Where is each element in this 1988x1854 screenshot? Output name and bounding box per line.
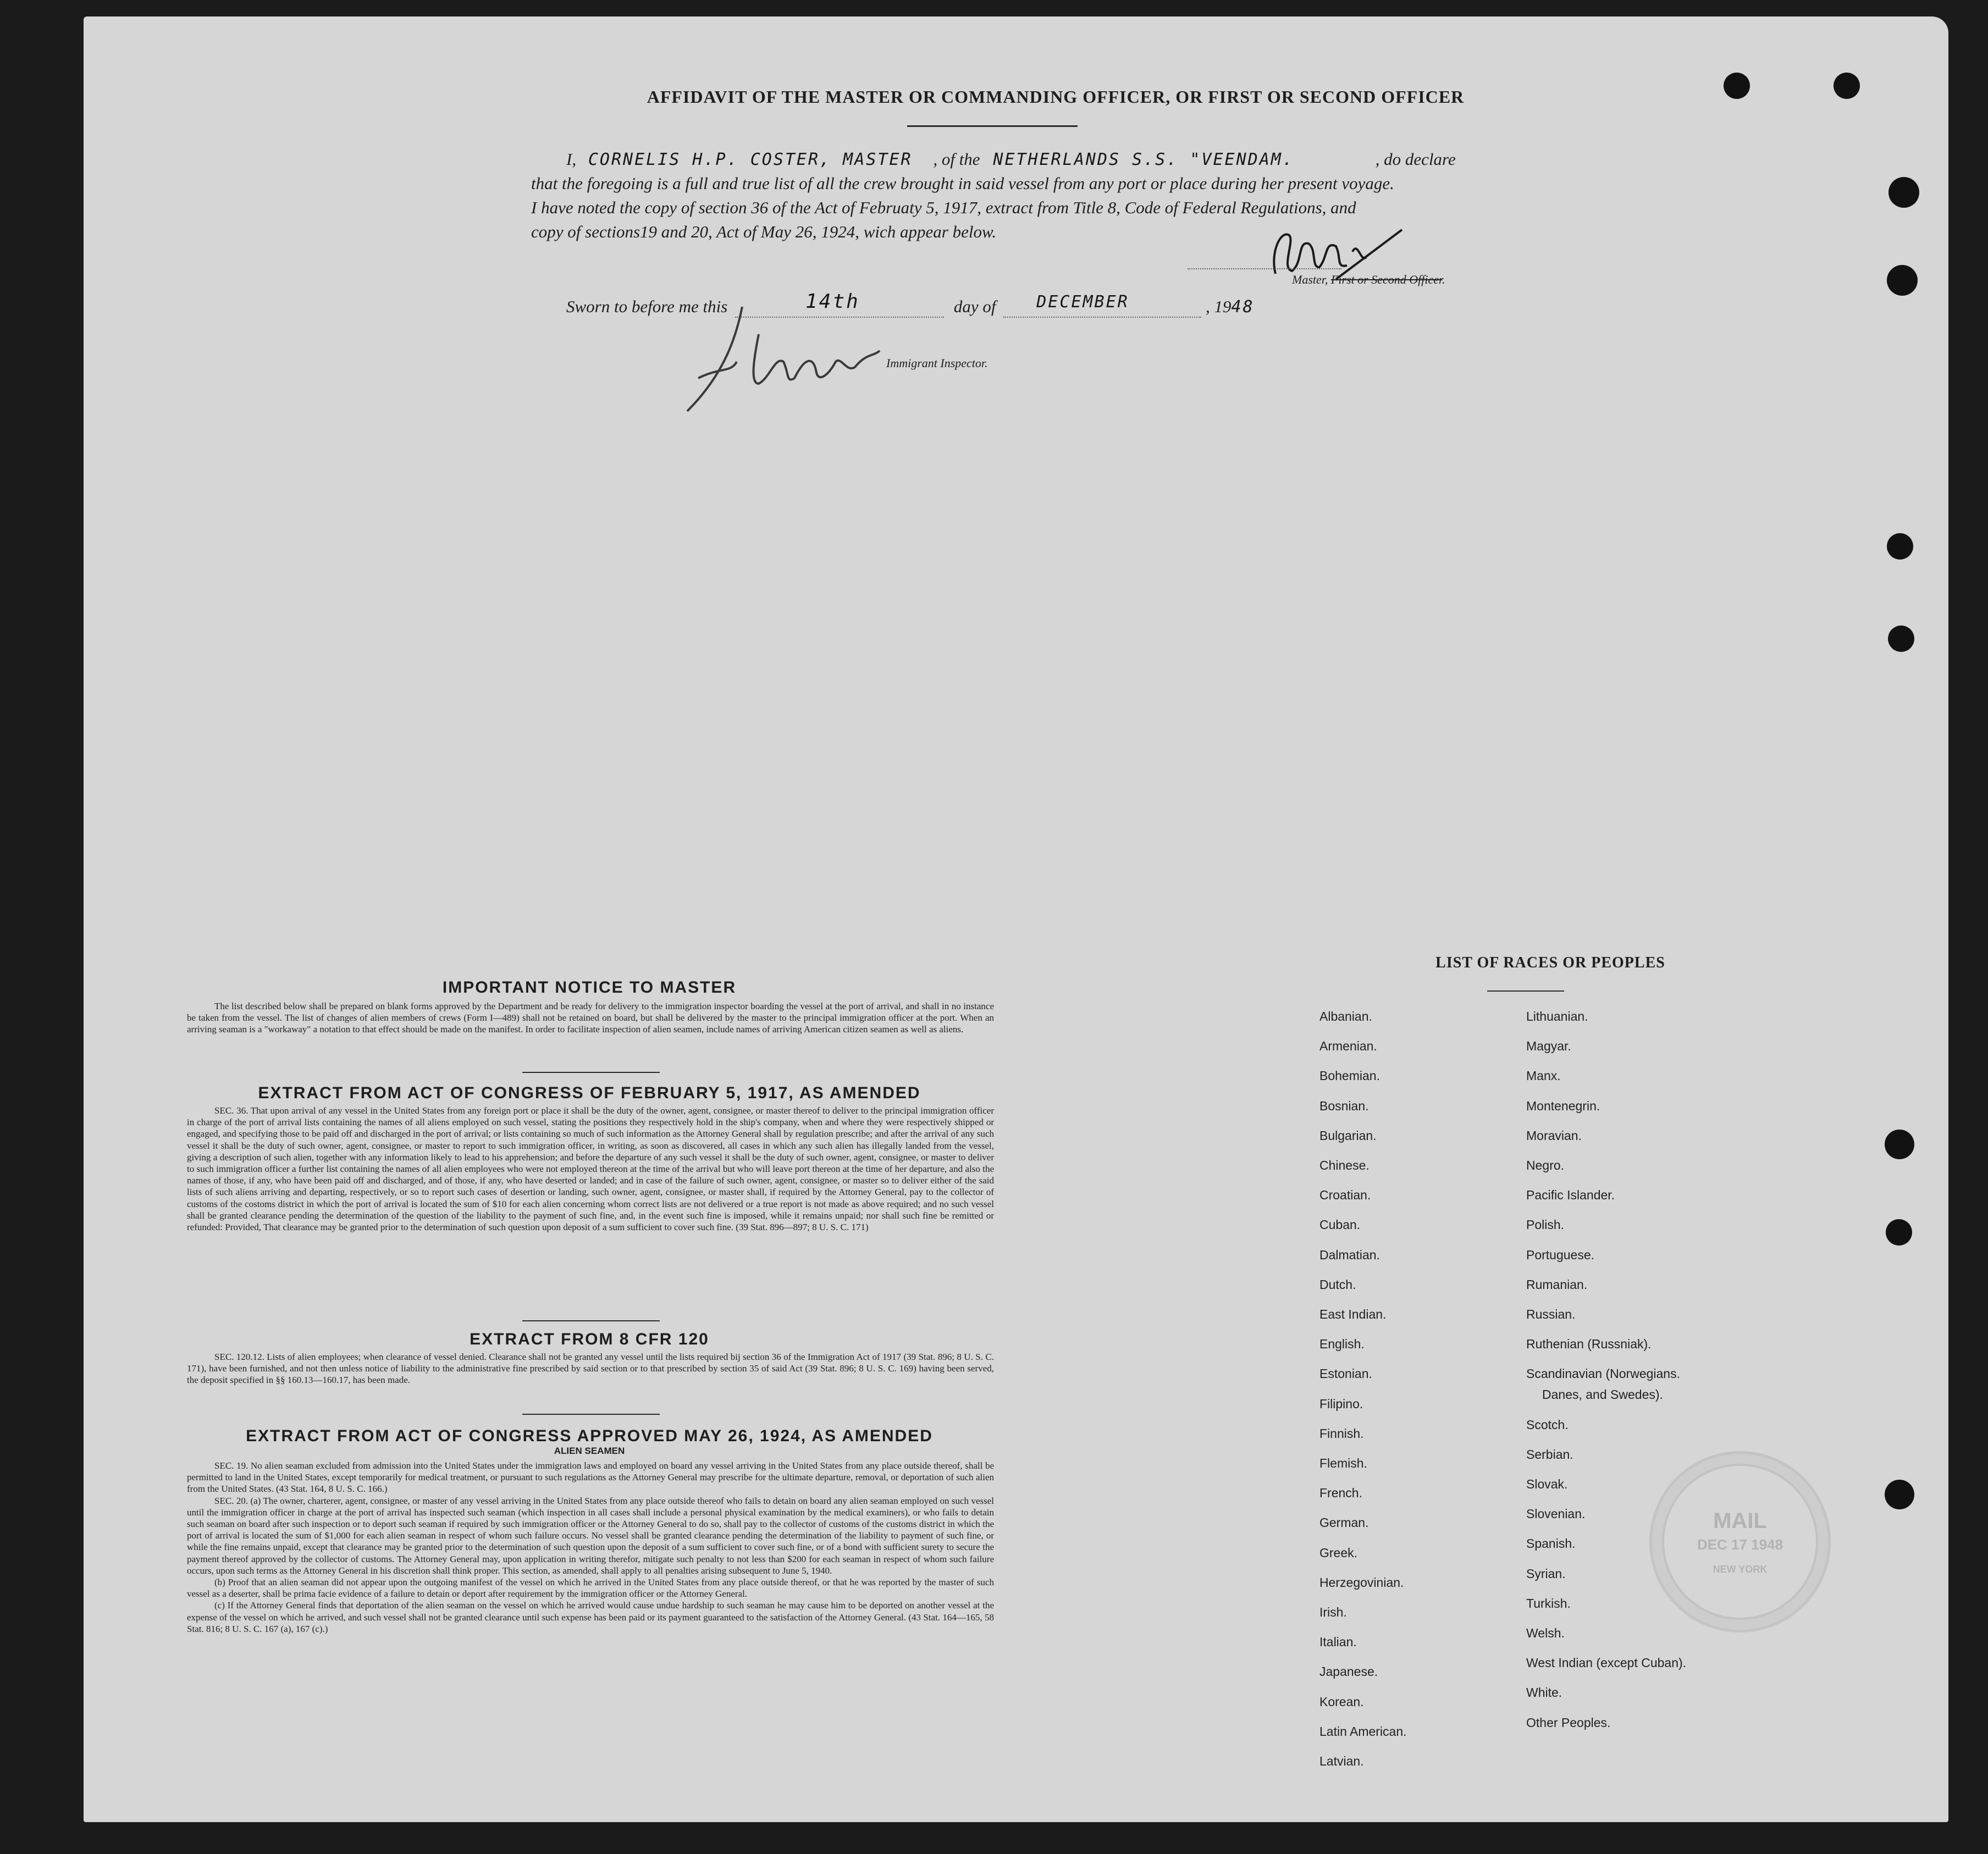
- race-item: Chinese.: [1319, 1158, 1369, 1172]
- race-item: Manx.: [1526, 1069, 1561, 1083]
- punch-hole: [1887, 533, 1913, 560]
- extract-cfr-body: [187, 1351, 994, 1386]
- race-item: Armenian.: [1319, 1039, 1377, 1054]
- race-item: Dalmatian.: [1319, 1247, 1380, 1262]
- race-item: Korean.: [1319, 1694, 1364, 1709]
- stamp-new-york-text: NEW YORK: [1713, 1564, 1768, 1575]
- sworn-day-handwritten: 14th: [805, 290, 860, 313]
- stamp-date-text: DEC 17 1948: [1697, 1536, 1783, 1553]
- race-item: East Indian.: [1319, 1307, 1387, 1321]
- race-item: Moravian.: [1526, 1128, 1582, 1143]
- extract-1924-title: EXTRACT FROM ACT OF CONGRESS APPROVED MAY 26, 1924, AS AMENDED: [246, 1427, 933, 1445]
- ship-name-handwritten: NETHERLANDS S.S. "VEENDAM.: [993, 150, 1294, 169]
- race-item: Spanish.: [1526, 1536, 1576, 1551]
- declaration-suffix: , do declare: [1375, 150, 1456, 169]
- sworn-month-field: [1003, 292, 1201, 318]
- extract-1924-subtitle: ALIEN SEAMEN: [554, 1446, 625, 1456]
- extract-cfr-divider: [522, 1414, 660, 1415]
- race-item: Flemish.: [1319, 1456, 1367, 1470]
- declaration-line-2: that the foregoing is a full and true list of all the crew brought in said vessel from any port or place during her present voyage.: [531, 174, 1394, 193]
- race-item: West Indian (except Cuban).: [1526, 1656, 1687, 1670]
- declaration-of: , of the: [933, 150, 980, 169]
- extract-1924-sec20c: (c) If the Attorney General finds that deportation of the alien seaman on the vessel on which he arrived would cause undue hardship to such seaman he may cause him to be deported on another vessel at the expense of the vessel on which he arrived, and such vessel shall not be granted clearance until such expense has been paid or its payment guaranteed to the satisfaction of the Attorney General. (43 Stat. 164—165, 58 Stat. 816; 8 U. S. C. 167 (a), 167 (c).): [187, 1600, 994, 1634]
- inspector-caption: Immigrant Inspector.: [886, 356, 988, 370]
- race-item: Polish.: [1526, 1217, 1565, 1232]
- race-item: Welsh.: [1526, 1626, 1565, 1640]
- race-item: Syrian.: [1526, 1566, 1566, 1581]
- notice-divider: [522, 1072, 660, 1073]
- inspector-signature: [676, 301, 907, 417]
- race-item: Irish.: [1319, 1605, 1347, 1619]
- signature-label-master: Master: [1292, 273, 1325, 286]
- notice-body: [187, 1000, 994, 1036]
- declaration-line-3: I have noted the copy of section 36 of the Act of Februaty 5, 1917, extract from Title 8, Code of Federal Regulations, and: [531, 198, 1356, 217]
- race-item: German.: [1319, 1515, 1369, 1530]
- race-item: Turkish.: [1526, 1596, 1571, 1611]
- extract-1917-title: EXTRACT FROM ACT OF CONGRESS OF FEBRUARY 5, 1917, AS AMENDED: [258, 1084, 921, 1102]
- races-title: LIST OF RACES OR PEOPLES: [1435, 954, 1665, 971]
- mail-postmark-stamp: [1649, 1451, 1831, 1632]
- signature-line: [1188, 268, 1341, 269]
- notice-paragraph: The list described below shall be prepared on blank forms approved by the Department and be ready for delivery to the immigration inspector boarding the vessel at the port of arrival, and shall in no instance be taken from the vessel. The list of changes of alien members of crews (Form I—489) shall not be retained on board, but shall be delivered by the master to the principal immigration officer at the port. When an arriving seaman is a "workaway" a notation to that effect should be made on the manifest. In order to facilitate inspection of alien seamen, include names of arriving American citizen seamen as well as aliens.: [187, 1001, 994, 1035]
- sworn-day-of: day of: [953, 297, 996, 316]
- extract-1917-divider: [522, 1320, 660, 1321]
- declaration-line-1: [566, 150, 1456, 169]
- race-item: Italian.: [1319, 1635, 1357, 1650]
- race-item: English.: [1319, 1337, 1365, 1352]
- extract-1924-sec20a: SEC. 20. (a) The owner, charterer, agent, consignee, or master of any vessel arriving in the United States from any place outside thereof who fails to detain on board any alien seaman employed on such vessel until the immigration officer in charge at the port of arrival has inspected such seaman (which inspection in all cases shall include a personal physical examination by the medical examiners), or who fails to detain such seaman on board after such inspection or to deport such seaman if required by such immigration officer or the Attorney General to do so, shall pay to the collector of customs of the customs district in which the port of arrival is located the sum of $1,000 for each alien seaman in respect of whom such failure occurs. No vessel shall be granted clearance pending the determination of the liability to payment of such fine, or while the fine remains unpaid, except that clearance may be granted prior to the determination of such question upon the deposit of a sum sufficient to cover such fine, or of a bond with sufficient surety to secure the payment thereof approved by the collector of customs. The Attorney General may, upon application in writing therefor, mitigate such penalty to not less than $200 for each seaman in respect of whom such failure occurs, upon such terms as the Attorney General in his discretion shall think proper. This section, as amended, shall apply to all penalties arising subsequent to June 5, 1940.: [187, 1495, 994, 1576]
- stamp-mail-text: MAIL: [1713, 1509, 1767, 1533]
- race-item: Serbian.: [1526, 1447, 1573, 1462]
- punch-hole: [1887, 265, 1918, 296]
- signature-label-struck: First or Second Officer: [1330, 273, 1443, 286]
- master-name-handwritten: CORNELIS H.P. COSTER, MASTER: [588, 150, 913, 169]
- sworn-year-handwritten: 48: [1231, 297, 1255, 317]
- extract-cfr-paragraph: SEC. 120.12. Lists of alien employees; when clearance of vessel denied. Clearance shall not be granted any vessel until the lists required bij section 36 of the Immigration Act of 1917 (39 Stat. 896; 8 U. S. C. 171), have been furnished, and not then unless notice of liability to the administrative fine prescribed by said section or to that prescribed by section 35 of said Act (39 Stat. 896; 8 U. S. C. 169) having been served, the deposit specified in §§ 160.13—160.17, has been made.: [187, 1352, 994, 1386]
- sworn-line: [566, 290, 1255, 318]
- race-item: Rumanian.: [1526, 1277, 1588, 1292]
- race-item: Herzegovinian.: [1319, 1575, 1404, 1590]
- extract-cfr-title: EXTRACT FROM 8 CFR 120: [470, 1330, 709, 1348]
- race-item: Finnish.: [1319, 1426, 1364, 1441]
- race-item: Bulgarian.: [1319, 1128, 1377, 1143]
- notice-title: IMPORTANT NOTICE TO MASTER: [442, 978, 737, 997]
- race-item: Negro.: [1526, 1158, 1565, 1172]
- race-item: Montenegrin.: [1526, 1098, 1600, 1113]
- declaration-line-4: copy of sections19 and 20, Act of May 26, 1924, wich appear below.: [531, 222, 997, 241]
- extract-1917-body: [187, 1105, 994, 1233]
- signature-caption: [1292, 273, 1445, 287]
- signature-label-separator: ,: [1324, 273, 1331, 286]
- race-item: Estonian.: [1319, 1366, 1372, 1381]
- extract-1924-body: [187, 1460, 994, 1635]
- race-item: Albanian.: [1319, 1009, 1372, 1023]
- race-item: Dutch.: [1319, 1277, 1356, 1292]
- race-item: Slovenian.: [1526, 1507, 1586, 1521]
- race-item: Danes, and Swedes).: [1542, 1387, 1663, 1402]
- race-item: Lithuanian.: [1526, 1009, 1588, 1023]
- punch-hole: [1888, 177, 1919, 208]
- signature-label-period: .: [1442, 273, 1445, 286]
- race-item: Pacific Islander.: [1526, 1188, 1615, 1203]
- punch-hole: [1834, 73, 1860, 99]
- races-divider: [1487, 990, 1564, 992]
- punch-hole: [1888, 626, 1914, 652]
- punch-hole: [1885, 1480, 1914, 1509]
- punch-hole: [1886, 1219, 1912, 1246]
- extract-1924-sec20b: (b) Proof that an alien seaman did not appear upon the outgoing manifest of the vessel on which he arrived in the United States from any place outside thereof, or that he was reported by the master of such vessel as a deserter, shall be prima facie evidence of a failure to detain or deport after requirement by the immigration officer or the Attorney General.: [187, 1577, 994, 1600]
- race-item: Scotch.: [1526, 1417, 1569, 1432]
- extract-1924-sec19: SEC. 19. No alien seaman excluded from admission into the United States under the immigration laws and employed on board any vessel arriving in the United States from any place outside thereof, shall be permitted to land in the United States, except temporarily for medical treatment, or pursuant to such regulations as the Attorney General may prescribe for the ultimate departure, removal, or deportation of such alien from the United States. (43 Stat. 164, 8 U. S. C. 166.): [187, 1460, 994, 1495]
- race-item: Other Peoples.: [1526, 1715, 1611, 1730]
- race-item: Latin American.: [1319, 1724, 1407, 1739]
- race-item: Magyar.: [1526, 1039, 1571, 1054]
- sworn-year-prefix: , 19: [1205, 297, 1232, 316]
- race-item: Croatian.: [1319, 1188, 1371, 1203]
- sworn-prefix: Sworn to before me this: [566, 297, 728, 316]
- race-item: Portuguese.: [1526, 1247, 1595, 1262]
- race-item: Ruthenian (Russniak).: [1526, 1337, 1652, 1352]
- punch-hole: [1724, 73, 1750, 99]
- race-item: Cuban.: [1319, 1217, 1361, 1232]
- declaration-prefix: I,: [566, 150, 577, 169]
- title-divider: [907, 125, 1078, 127]
- race-item: Japanese.: [1319, 1664, 1378, 1679]
- race-item: White.: [1526, 1685, 1562, 1700]
- race-item: Russian.: [1526, 1307, 1576, 1321]
- sworn-month-handwritten: DECEMBER: [1036, 292, 1129, 312]
- race-item: French.: [1319, 1486, 1362, 1501]
- race-item: Bohemian.: [1319, 1069, 1380, 1083]
- race-item: Greek.: [1319, 1545, 1358, 1560]
- race-item: Filipino.: [1319, 1396, 1363, 1411]
- punch-hole: [1885, 1130, 1914, 1159]
- race-item: Scandinavian (Norwegians.: [1526, 1366, 1680, 1381]
- affidavit-title: AFFIDAVIT OF THE MASTER OR COMMANDING OFFICER, OR FIRST OR SECOND OFFICER: [647, 87, 1465, 107]
- race-item: Latvian.: [1319, 1754, 1364, 1768]
- race-item: Bosnian.: [1319, 1098, 1369, 1113]
- extract-1917-paragraph: SEC. 36. That upon arrival of any vessel in the United States from any foreign port or place it shall be the duty of the owner, agent, consignee, or master thereof to deliver to the principal immigration officer in charge of the port of arrival lists containing the names of all aliens employed on such vessel, stating the positions they respectively hold in the ship's company, when and where they were respectively shipped or engaged, and specifying those to be paid off and discharged in the port of arrival; or lists containing so much of such information as the Attorney General shall by regulation prescribe; and after the arrival of any such vessel it shall be the duty of such owner, agent, consignee, or master to report to such immigration officer, in writing, as soon as discovered, all cases in which any such alien has illegally landed from the vessel, giving a description of such alien, together with any information likely to lead to his apprehension; and before the departure of any such vessel it shall be the duty of such owner, agent, consignee, or master to deliver to such immigration officer a further list containing the names of all alien employees who were not employed thereon at the time of the arrival but who will leave port thereon at the time of her departure, and also the names of those, if any, who have been paid off and discharged, and of those, if any, who have deserted or landed; and in case of the failure of such owner, agent, consignee, or master so to deliver either of the said lists of such aliens arriving and departing, respectively, or so to report such cases of desertion or landing, such owner, agent, consignee, or master shall, if required by the Attorney General, pay to the collector of customs of the costoms district in which the port of arrival is located the sum of $10 for each alien concerning whom correct lists are not delivered or a true report is not made as above required; and no such vessel shall be granted clearance pending the determination of the question of the liability to the payment of such fine, and, in the event such fine is imposed, while it remains unpaid; nor shall such fine be remitted or refunded: Provided, That clearance may be granted prior to the determination of such question upon deposit of a sum sufficient to cover such fine. (39 Stat. 896—897; 8 U. S. C. 171): [187, 1105, 994, 1233]
- race-item: Slovak.: [1526, 1477, 1568, 1491]
